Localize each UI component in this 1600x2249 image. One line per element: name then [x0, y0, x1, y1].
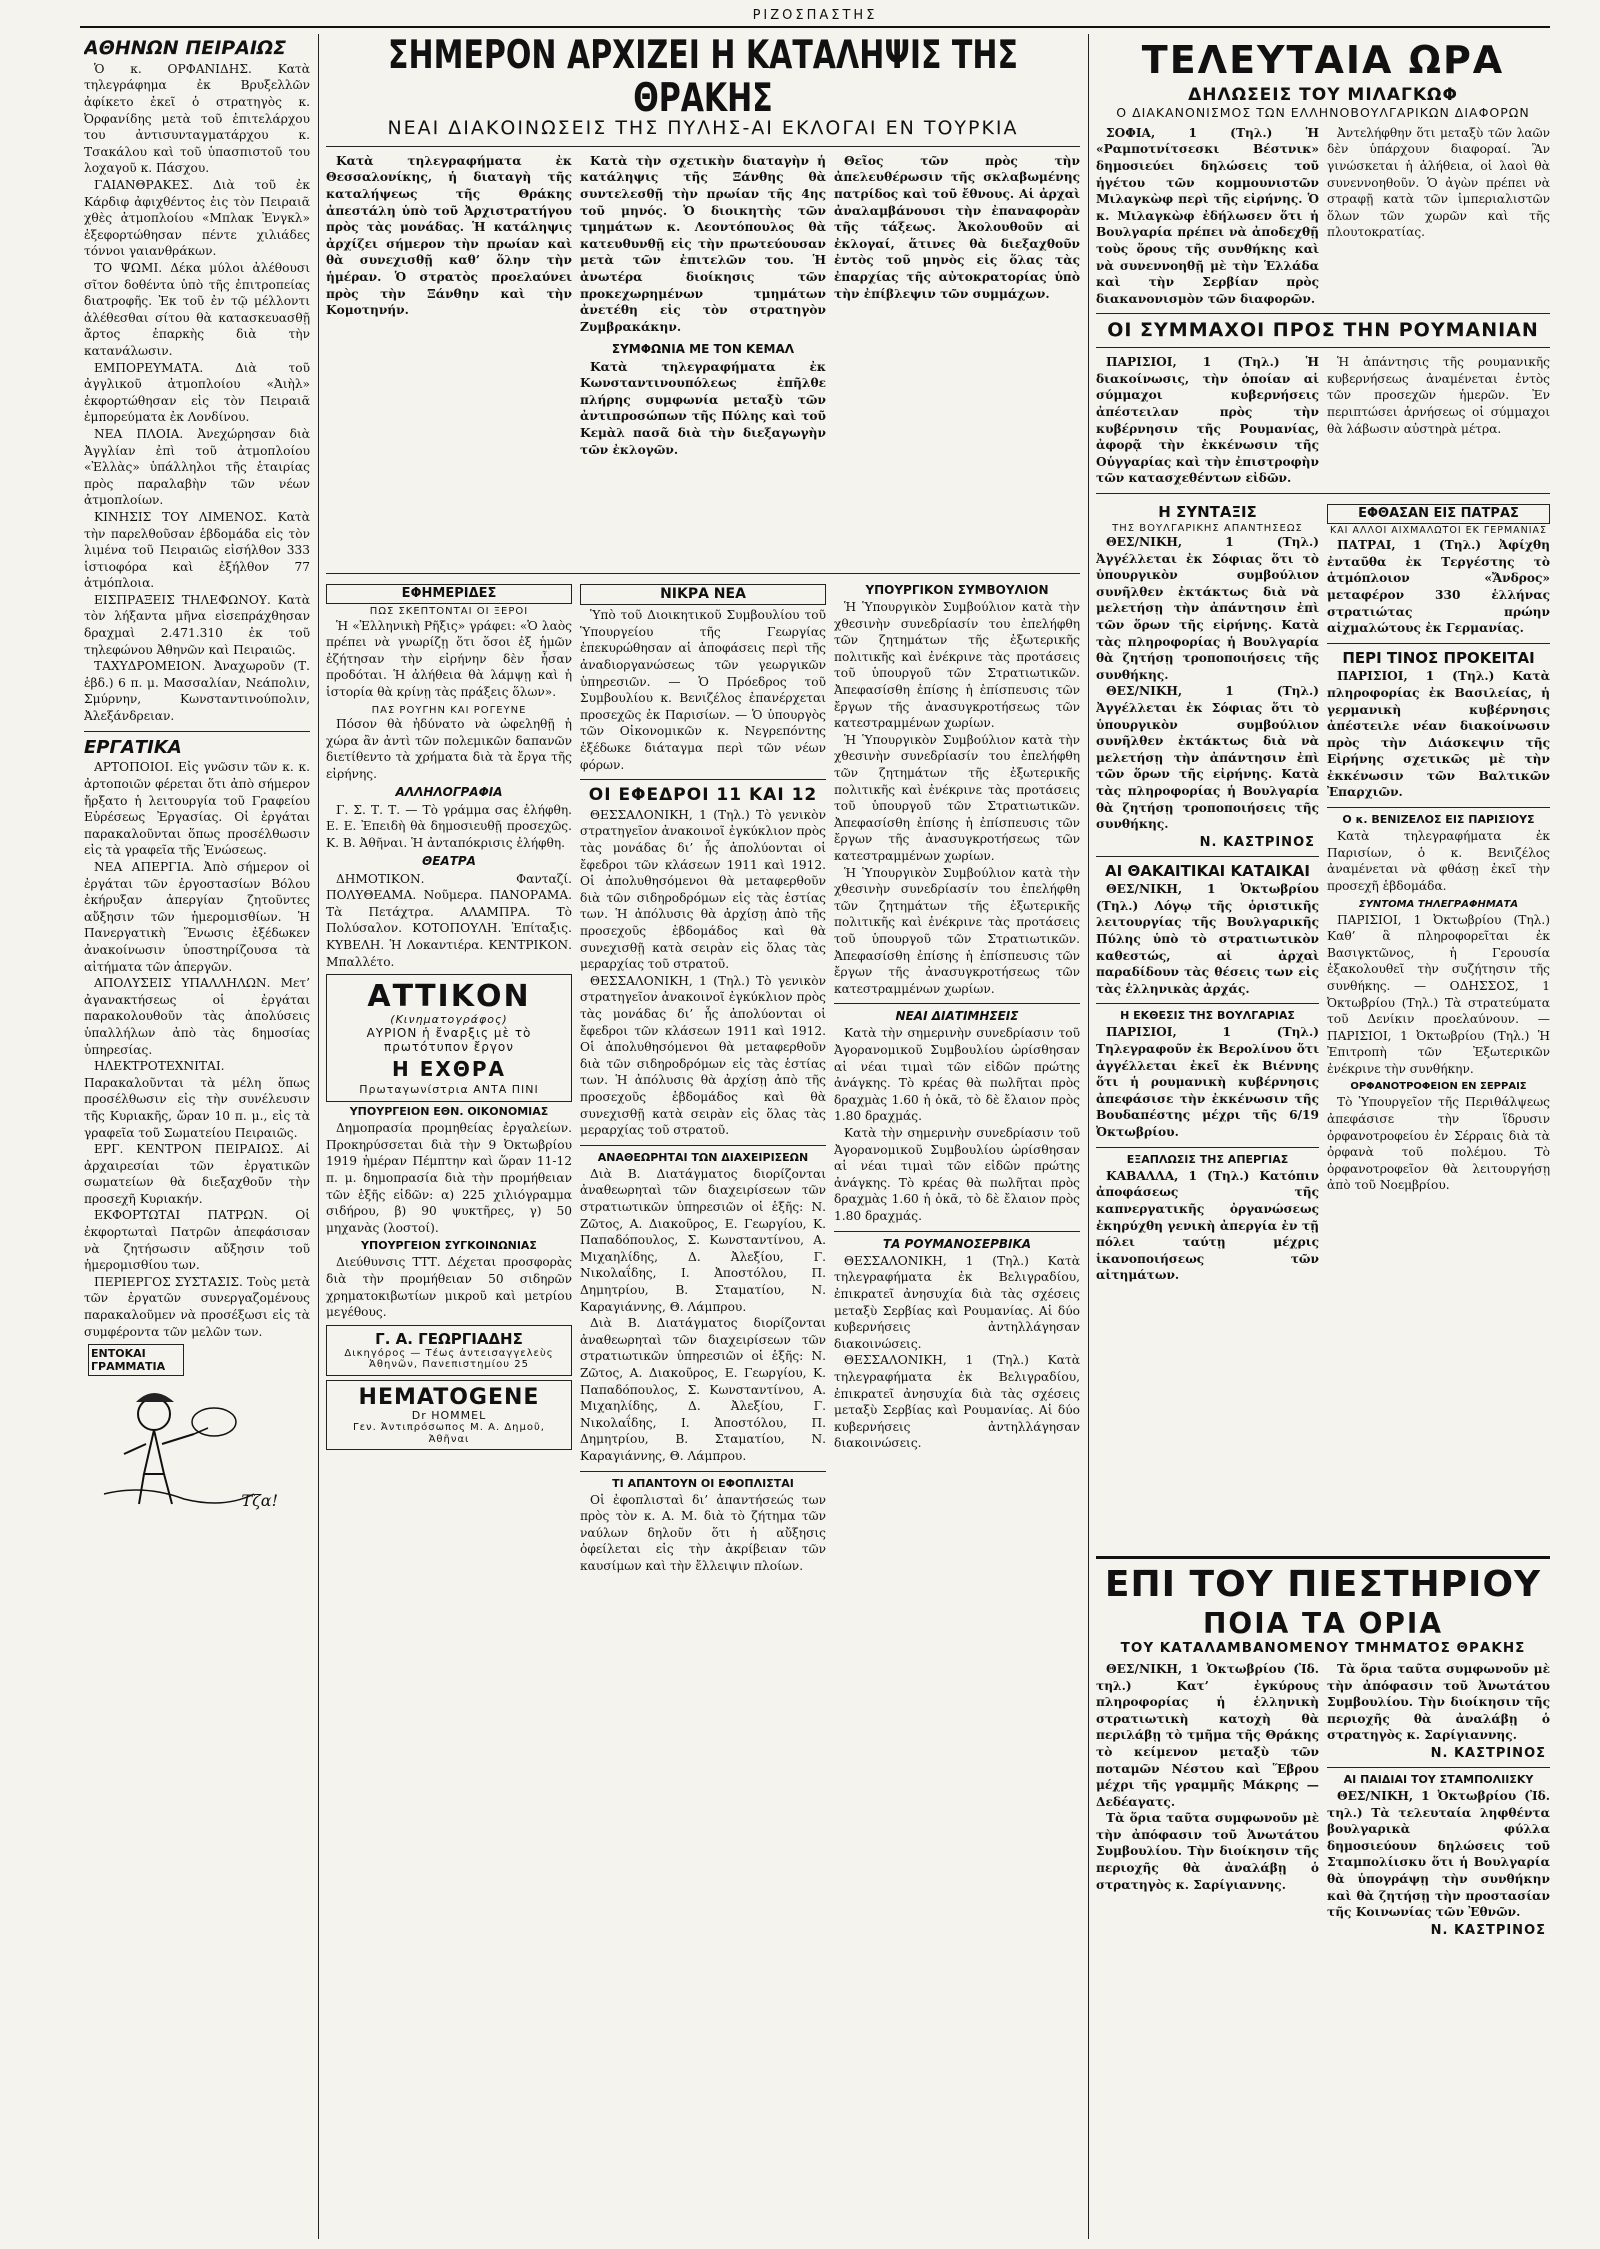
- syntaxis-heading: Η ΣΥΝΤΑΞΙΣ: [1158, 503, 1257, 522]
- cartoon-signature: Τζα!: [241, 1491, 278, 1511]
- thrakikai-heading: ΑΙ ΘΑΚΑΙΤΙΚΑΙ ΚΑΤΑΙΚΑΙ: [1105, 861, 1310, 880]
- anatheorites-heading: ΑΝΑΘΕΩΡΗΤΑΙ ΤΩΝ ΔΙΑΧΕΙΡΙΣΕΩΝ: [597, 1150, 809, 1164]
- patras-heading: ΕΦΘΑΣΑΝ ΕΙΣ ΠΑΤΡΑΣ: [1327, 504, 1550, 524]
- article-text: ΤΑΧΥΔΡΟΜΕΙΟΝ. Ἀναχωροῦν (Τ. ἑβδ.) 6 π. μ. Μασσαλίαν, Νεάπολιν, Σμύρνην, Κωνσταντινούπολιν, Ἀλεξάνδρειαν.: [84, 659, 310, 724]
- column-rule: [318, 34, 319, 2239]
- article-text: Διὰ Β. Διατάγματος διορίζονται ἀναθεωρηταὶ τῶν διαχειρίσεων τῶν στρατιωτικῶν ὑπηρεσιῶν οἱ ἑξῆς: Ν. Ζῶτος, Α. Διακοῦρος, Ε. Γεωργίου, Κ. Παπαδόπουλος, Σ. Κωνσταντίνου, Α. Μιχαηλίδης, Δ. Ἀλεξίου, Γ. Νικολαΐδης, Ι. Ἀποστόλου, Π. Δημητρίου, Β. Σταματίου, Ν. Καραγιάννης, Θ. Λάμπρου.: [580, 1316, 826, 1463]
- oria-banner: ΠΟΙΑ ΤΑ ΟΡΙΑ: [1202, 1606, 1443, 1640]
- stampoliisky-heading: ΑΙ ΠΑΙΔΙΑΙ ΤΟΥ ΣΤΑΜΠΟΛΙΙΣΚΥ: [1343, 1772, 1534, 1786]
- venizelos-heading: Ο κ. ΒΕΝΙΖΕΛΟΣ ΕΙΣ ΠΑΡΙΣΙΟΥΣ: [1342, 813, 1535, 827]
- article-text: Ἡ Ὑπουργικὸν Συμβούλιον κατὰ τὴν χθεσινὴν συνεδρίασίν του ἐπελήφθη τῶν ζητημάτων τῆς ἐξωτερικῆς πολιτικῆς καὶ ἐνέκρινε τὰς προτάσεις τοῦ ὑπουργοῦ τῶν Στρατιωτικῶν. Ἀπεφασίσθη ἐπίσης ἡ ἐπίσπευσις τῶν ἔργων τῆς ἀνασυγκροτήσεως τῶν κατεστραμμένων χωρίων.: [834, 865, 1080, 996]
- article-text: ΑΡΤΟΠΟΙΟΙ. Εἰς γνῶσιν τῶν κ. κ. ἀρτοποιῶν φέρεται ὅτι ἀπὸ σήμερον ἤρξατο ἡ λειτουργία τοῦ Γραφείου Εὑρέσεως Ἐργασίας. Οἱ ἐργάται παρακαλοῦνται ὅπως προσέλθωσιν εἰς τὰ γραφεῖα τῆς Ἐνώσεως.: [84, 760, 310, 858]
- article-text: ΕΙΣΠΡΑΞΕΙΣ ΤΗΛΕΦΩΝΟΥ. Κατὰ τὸν λήξαντα μῆνα εἰσεπράχθησαν δραχμαὶ 2.471.310 ἐκ τοῦ τηλεφώνου Ἀθηνῶν καὶ Πειραιῶς.: [84, 592, 310, 657]
- georgiadis-sub: Δικηγόρος — Τέως ἀντεισαγγελεὺς Ἀθηνῶν, Πανεπιστημίου 25: [344, 1347, 554, 1371]
- allilografia-heading: ΑΛΛΗΛΟΓΡΑΦΙΑ: [395, 785, 503, 800]
- efoplistai-heading: ΤΙ ΑΠΑΝΤΟΥΝ ΟΙ ΕΦΟΠΛΙΣΤΑΙ: [612, 1476, 794, 1490]
- signature: Ν. ΚΑΣΤΡΙΝΟΣ: [1430, 1745, 1546, 1761]
- attikon-film: Η ΕΧΘΡΑ: [392, 1057, 506, 1082]
- center-lower-columns: [326, 580, 1080, 2239]
- article-text: Ὁ κ. ΟΡΦΑΝΙΔΗΣ. Κατὰ τηλεγράφημα ἐκ Βρυξελλῶν ἀφίκετο ἐκεῖ ὁ στρατηγὸς κ. Ὀρφανίδης μετὰ τοῦ ἐπιτελάρχου του ἀντισυνταγματάρχου κ. Τσακάλου καὶ τοῦ ὑπασπιστοῦ του λοχαγοῦ κ. Πάσχου.: [84, 61, 310, 176]
- kemal-heading: ΣΥΜΦΩΝΙΑ ΜΕ ΤΟΝ ΚΕΜΑΛ: [611, 342, 795, 357]
- signature: Ν. ΚΑΣΤΡΙΝΟΣ: [1430, 1922, 1546, 1938]
- efim2-title: ΠΑΣ ΡΟΥΓΗΝ ΚΑΙ ΡΟΓΕΥΝΕ: [371, 704, 527, 716]
- hematogen-title: HEMATOGENE: [358, 1384, 540, 1410]
- article-text: ΘΕΣ/ΝΙΚΗ, 1 Ὀκτωβρίου (Ἰδ. τηλ.) Τὰ τελευταία ληφθέντα βουλγαρικὰ φύλλα δημοσιεύουν δηλώσεις τοῦ Σταμπολίισκυ ὅτι ἡ Βουλγαρία θὰ ὑπογράψῃ τὴν συνθήκην καὶ θὰ ζητήσῃ τὴν προστασίαν τῆς Κοινωνίας τῶν Ἐθνῶν.: [1327, 1789, 1550, 1920]
- hematogen-sub: Dr HOMMEL: [411, 1408, 487, 1422]
- article-text: Ἡ Ὑπουργικὸν Συμβούλιον κατὰ τὴν χθεσινὴν συνεδρίασίν του ἐπελήφθη τῶν ζητημάτων τῆς ἐξωτερικῆς πολιτικῆς καὶ ἐνέκρινε τὰς προτάσεις τοῦ ὑπουργοῦ τῶν Στρατιωτικῶν. Ἀπεφασίσθη ἐπίσης ἡ ἐπίσπευσις τῶν ἔργων τῆς ἀνασυγκροτήσεως τῶν κατεστραμμένων χωρίων.: [834, 600, 1080, 731]
- ypourgeio-syg-heading: ΥΠΟΥΡΓΕΙΟΝ ΣΥΓΚΟΙΝΩΝΙΑΣ: [361, 1239, 537, 1253]
- article-text: ΠΑΡΙΣΙΟΙ, 1 Ὀκτωβρίου (Τηλ.) Καθ’ ἃ πληροφορεῖται ἐκ Βασιγκτῶνος, ἡ Γερουσία ἐξακολουθεῖ τὴν συζήτησιν τῆς συνθήκης. — ΟΔΗΣΣΟΣ, 1 Ὀκτωβρίου (Τηλ.) Τὰ στρατεύματα τοῦ Δενίκιν προελαύνουν. — ΠΑΡΙΣΙΟΙ, 1 Ὀκτωβρίου (Τηλ.) Ἡ Ἐπιτροπὴ τῶν Ἐξωτερικῶν ἐνέκρινε τὴν συνθήκην.: [1327, 912, 1550, 1076]
- article-text: ΕΜΠΟΡΕΥΜΑΤΑ. Διὰ τοῦ ἀγγλικοῦ ἀτμοπλοίου «Ἀιὴλ» ἐκφορτώθησαν εἰς τὸν Πειραιᾶ ἐμπορεύματα ἐκ Λονδίνου.: [84, 360, 310, 425]
- section-heading-ergatika: ΕΡΓΑΤΙΚΑ: [84, 736, 182, 758]
- masthead-title: ΡΙΖΟΣΠΑΣΤΗΣ: [720, 8, 910, 23]
- oria-sub: ΤΟΥ ΚΑΤΑΛΑΜΒΑΝΟΜΕΝΟΥ ΤΜΗΜΑΤΟΣ ΘΡΑΚΗΣ: [1120, 1640, 1526, 1657]
- lead-story: [326, 153, 1080, 567]
- divider: [1327, 807, 1550, 808]
- article-text: Πόσον θὰ ἠδύνατο νὰ ὠφεληθῇ ἡ χώρα ἂν ἀντὶ τῶν πολεμικῶν δαπανῶν διετίθεντο τὰ χρήματα διὰ τὰ ἔργα τῆς εἰρήνης.: [326, 717, 572, 781]
- attikon-sub: (Κινηματογράφος): [390, 1013, 508, 1027]
- article-text: ΠΑΤΡΑΙ, 1 (Τηλ.) Ἀφίχθη ἐνταῦθα ἐκ Τεργέστης τὸ ἀτμόπλοιον «Ἄνδρος» μεταφέρον 330 ἑλλήνας στρατιώτας πρώην αἰχμαλώτους ἐκ Γερμανίας.: [1327, 538, 1550, 636]
- main-banner-headline: ΣΗΜΕΡΟΝ ΑΡΧΙΖΕΙ Η ΚΑΤΑΛΗΨΙΣ ΤΗΣ ΘΡΑΚΗΣ: [387, 34, 1018, 122]
- article-text: ΣΟΦΙΑ, 1 (Τηλ.) Ἡ «Ραμποτνίτσεσκι Βέστνικ» δημοσιεύει δηλώσεις τοῦ ἡγέτου τῶν κομμουνιστῶν Μιλαγκὼφ περὶ τῆς εἰρήνης. Ὁ κ. Μιλαγκὼφ ἐδήλωσεν ὅτι ἡ Βουλγαρία πρέπει νὰ ἀποδεχθῇ τοὺς ὅρους τῆς συνθήκης καὶ νὰ συνεννοηθῇ μὲ τὴν Ἑλλάδα καὶ τὴν Σερβίαν πρὸς διακανονισμὸν τῶν διαφορῶν.: [1096, 125, 1319, 306]
- article-text: Οἱ ἐφοπλισταὶ δι’ ἀπαντήσεώς των πρὸς τὸν κ. Α. Μ. διὰ τὸ ζήτημα τῶν ναύλων δηλοῦν ὅτι ἡ αὔξησις ὀφείλεται εἰς τὴν ἀκρίβειαν τῶν καυσίμων καὶ τὴν ἔλλειψιν πλοίων.: [580, 1492, 826, 1573]
- symvoulio-heading: ΥΠΟΥΡΓΙΚΟΝ ΣΥΜΒΟΥΛΙΟΝ: [865, 582, 1049, 597]
- article-text: ΘΕΣ/ΝΙΚΗ, 1 Ὀκτωβρίου (Ἰδ. τηλ.) Κατ’ ἐγκύρους πληροφορίας ἡ ἑλληνικὴ στρατιωτικὴ κατοχὴ θὰ περιλάβῃ τὸ τμῆμα τῆς Θράκης τὸ κείμενον μεταξὺ τῶν ποταμῶν Νέστου καὶ Ἕβρου μέχρι τῆς γραμμῆς Μάκρης — Δεδέαγατς.: [1096, 1661, 1319, 1809]
- lead-text: Κατὰ τηλεγραφήματα ἐκ Κωνσταντινουπόλεως ἐπῆλθε πλήρης συμφωνία μεταξὺ τῶν ἀντιπροσώπων τῆς Πύλης καὶ τοῦ Κεμὰλ πασᾶ διὰ τὴν διεξαγωγὴν τῶν ἐκλογῶν.: [580, 359, 826, 457]
- article-text: Τὸ Ὑπουργεῖον τῆς Περιθάλψεως ἀπεφάσισε τὴν ἵδρυσιν ὀρφανοτροφείου ἐν Σέρραις διὰ τὰ ὀρφανὰ τοῦ πολέμου. Τὸ ὀρφανοτροφεῖον θὰ λειτουργήσῃ ἀπὸ τοῦ Νοεμβρίου.: [1327, 1095, 1550, 1193]
- center-col-b: [580, 580, 826, 2239]
- attikon-text: ΑΥΡΙΟΝ ἡ ἔναρξις μὲ τὸ πρωτότυπον ἔργον: [366, 1025, 532, 1054]
- lead-text: Κατὰ τηλεγραφήματα ἐκ Θεσσαλονίκης, ἡ διαταγὴ τῆς καταλήψεως τῆς Θράκης ἀπεστάλη ὑπὸ τοῦ Ἀρχιστρατήγου πρὸς τὰς μονάδας. Ἡ κατάληψις ἀρχίζει σήμερον τὴν πρωίαν καὶ θὰ συνεχισθῇ καθ’ ὅλην τὴν ἡμέραν. Ὁ στρατὸς προελαύνει πρὸς τὴν Ξάνθην καὶ τὴν Κομοτηνήν.: [326, 153, 572, 318]
- article-text: Ἀντελήφθην ὅτι μεταξὺ τῶν λαῶν δὲν ὑπάρχουν διαφοραί. Ἂν γινώσκεται ἡ ἀλήθεια, οἱ λαοὶ θὰ συνεννοηθοῦν. Ὁ ἀγὼν πρέπει νὰ στραφῇ κατὰ τῶν ἰμπεριαλιστῶν ὅλων τῶν χωρῶν καὶ τῆς πλουτοκρατίας.: [1327, 125, 1550, 240]
- article-text: ΘΕΣ/ΝΙΚΗ, 1 Ὀκτωβρίου (Τηλ.) Λόγῳ τῆς ὁριστικῆς λειτουργίας τῆς Βουλγαρικῆς Πύλης ὑπὸ τὸ στρατιωτικὸν καθεστώς, αἱ ἀρχαὶ παραδίδουν τὰς θέσεις των εἰς τὰς ἑλληνικὰς ἀρχάς.: [1096, 882, 1319, 996]
- attikon-title: ΑΤΤΙΚΟΝ: [367, 979, 531, 1015]
- georgiadis-name: Γ. Α. ΓΕΩΡΓΙΑΔΗΣ: [375, 1329, 523, 1348]
- left-column: [84, 34, 310, 2239]
- article-text: Γ. Σ. Τ. Τ. — Τὸ γράμμα σας ἐλήφθη. Ε. Ε. Ἐπειδὴ θὰ δημοσιευθῇ προσεχῶς. Κ. Β. Ἀθῆναι. Ἡ ἀνταπόκρισις ἐλήφθη.: [326, 802, 572, 850]
- right-section: [1096, 34, 1550, 2239]
- ypourgeio-oik-heading: ΥΠΟΥΡΓΕΙΟΝ ΕΘΝ. ΟΙΚΟΝΟΜΙΑΣ: [349, 1105, 549, 1119]
- patras-sub: ΚΑΙ ΑΛΛΟΙ ΑΙΧΜΑΛΩΤΟΙ ΕΚ ΓΕΡΜΑΝΙΑΣ: [1329, 525, 1548, 537]
- divider: [1096, 1147, 1319, 1148]
- piestiriou-banner: ΕΠΙ ΤΟΥ ΠΙΕΣΤΗΡΙΟΥ: [1104, 1564, 1542, 1606]
- article-text: ΠΕΡΙΕΡΓΟΣ ΣΥΣΤΑΣΙΣ. Τοὺς μετὰ τῶν ἐργατῶν συνεργαζομένους παρακαλοῦμεν νὰ προσέξωσι εἰς τὰ συμφέροντα τῶν μελῶν των.: [84, 1274, 310, 1339]
- article-text: Κατὰ τὴν σημερινὴν συνεδρίασιν τοῦ Ἀγορανομικοῦ Συμβουλίου ὡρίσθησαν αἱ νέαι τιμαὶ τῶν εἰδῶν πρώτης ἀνάγκης. Τὸ κρέας θὰ πωλῆται πρὸς δραχμὰς 1.60 ἡ ὀκᾶ, τὸ δὲ ἔλαιον πρὸς 1.80 δραχμάς.: [834, 1126, 1080, 1223]
- symmachoi-heading: ΟΙ ΣΥΜΜΑΧΟΙ ΠΡΟΣ ΤΗΝ ΡΟΥΜΑΝΙΑΝ: [1107, 319, 1539, 342]
- right-two-columns: [1096, 500, 1550, 1550]
- article-text: ΘΕΣΣΑΛΟΝΙΚΗ, 1 (Τηλ.) Τὸ γενικὸν στρατηγεῖον ἀνακοινοῖ ἐγκύκλιον πρὸς τὰς μονάδας δι’ ἧς ἀπολύονται οἱ ἔφεδροι τῶν κλάσεων 1911 καὶ 1912. Οἱ ἀπολυθησόμενοι θὰ μεταφερθοῦν διὰ τῶν σιδηροδρόμων εἰς τὰς ἑστίας των. Ἡ ἀπόλυσις θὰ ἀρχίσῃ ἀπὸ τῆς προσεχοῦς ἑβδομάδος καὶ θὰ συνεχισθῇ κατὰ σειρὰν εἰς ὅλας τὰς μεραρχίας τοῦ στρατοῦ.: [580, 807, 826, 972]
- article-text: ΘΕΣ/ΝΙΚΗ, 1 (Τηλ.) Ἀγγέλλεται ἐκ Σόφιας ὅτι τὸ ὑπουργικὸν συμβούλιον συνῆλθεν ἐκτάκτως διὰ νὰ μελετήσῃ τὴν ἀπάντησιν ἐπὶ τῶν ὅρων τῆς εἰρήνης. Κατὰ τὰς πληροφορίας ἡ Βουλγαρία θὰ ζητήσῃ τροποποιήσεις τῆς συνθήκης.: [1096, 684, 1319, 832]
- efimerides-heading: ΕΦΗΜΕΡΙΔΕΣ: [326, 584, 572, 604]
- divider: [84, 731, 310, 732]
- divider: [1096, 1003, 1319, 1004]
- ekthesis-heading: Η ΕΚΘΕΣΙΣ ΤΗΣ ΒΟΥΛΓΑΡΙΑΣ: [1120, 1009, 1295, 1023]
- divider: [1327, 643, 1550, 644]
- article-text: Τὰ ὅρια ταῦτα συμφωνοῦν μὲ τὴν ἀπόφασιν τοῦ Ἀνωτάτου Συμβουλίου. Τὴν διοίκησιν τῆς περιοχῆς θὰ ἀναλάβῃ ὁ στρατηγὸς κ. Σαρίγιαννης.: [1096, 1811, 1319, 1892]
- apergia-heading: ΕΞΑΠΛΩΣΙΣ ΤΗΣ ΑΠΕΡΓΙΑΣ: [1126, 1152, 1289, 1166]
- article-text: ΚΙΝΗΣΙΣ ΤΟΥ ΛΙΜΕΝΟΣ. Κατὰ τὴν παρελθοῦσαν ἑβδομάδα εἰς τὸν λιμένα τοῦ Πειραιῶς εἰσήλθον 333 ἱστιοφόρα καὶ ἐξήλθον 77 ἀτμόπλοια.: [84, 509, 310, 591]
- divider: [580, 1471, 826, 1472]
- section-heading-athens: ΑΘΗΝΩΝ ΠΕΙΡΑΙΩΣ: [84, 37, 287, 59]
- lead-text: Θεῖος τῶν πρὸς τὴν ἀπελευθέρωσιν τῆς σκλαβωμένης πατρίδος καὶ τοῦ ἔθνους. Αἱ ἀρχαὶ ἀναλαμβάνουσι τὴν ἐπαναφορὰν τῆς τάξεως. Ἀκολουθοῦν αἱ ἐκλογαί, ἅτινες θὰ διεξαχθοῦν ἐντὸς τοῦ μηνὸς εἰς ὅλας τὰς ἐπαρχίας τῆς αὐτοκρατορίας ὑπὸ τὴν ἐπίβλεψιν τῶν συμμάχων.: [834, 153, 1080, 301]
- article-text: Διὰ Β. Διατάγματος διορίζονται ἀναθεωρηταὶ τῶν διαχειρίσεων τῶν στρατιωτικῶν ὑπηρεσιῶν οἱ ἑξῆς: Ν. Ζῶτος, Α. Διακοῦρος, Ε. Γεωργίου, Κ. Παπαδόπουλος, Σ. Κωνσταντίνου, Α. Μιχαηλίδης, Δ. Ἀλεξίου, Γ. Νικολαΐδης, Ι. Ἀποστόλου, Π. Δημητρίου, Β. Σταματίου, Ν. Καραγιάννης, Θ. Λάμπρου.: [580, 1166, 826, 1314]
- cartoon-illustration: [84, 1344, 284, 1514]
- prokeitai-heading: ΠΕΡΙ ΤΙΝΟΣ ΠΡΟΚΕΙΤΑΙ: [1342, 648, 1535, 667]
- divider: [1327, 1767, 1550, 1768]
- theatra-heading: ΘΕΑΤΡΑ: [422, 854, 476, 869]
- main-subheadline: ΝΕΑΙ ΔΙΑΚΟΙΝΩΣΕΙΣ ΤΗΣ ΠΥΛΗΣ-ΑΙ ΕΚΛΟΓΑΙ ΕΝ ΤΟΥΡΚΙΑ: [387, 117, 1019, 139]
- center-col-c: [834, 580, 1080, 2239]
- nikra-heading: ΝΙΚΡΑ ΝΕΑ: [580, 584, 826, 605]
- article-text: Ἡ «Ἑλληνικὴ Ρῆξις» γράφει: «Ὁ λαὸς πρέπει νὰ γνωρίζῃ ὅτι ὅσοι ἐξ ἡμῶν ἐζήτησαν τὴν εἰρήνην δὲν ἦσαν προδόται. Ἡ ἀλήθεια θὰ λάμψῃ καὶ ἡ ἱστορία θὰ κρίνῃ τὰς πράξεις ὅλων».: [326, 618, 572, 700]
- milagkof-story: [1096, 125, 1550, 308]
- article-text: ΤΟ ΨΩΜΙ. Δέκα μύλοι ἀλέθουσι σῖτον δοθέντα ὑπὸ τῆς ἐπιτροπείας διατροφῆς. Ἐκ τοῦ ἐν τῷ μέλλοντι ἀλέθεσθαι σίτου θὰ κατασκευασθῇ ἄρτος ἐπαρκὴς διὰ τὴν κατανάλωσιν.: [84, 261, 310, 358]
- article-text: ΘΕΣ/ΝΙΚΗ, 1 (Τηλ.) Ἀγγέλλεται ἐκ Σόφιας ὅτι τὸ ὑπουργικὸν συμβούλιον συνῆλθεν ἐκτάκτως διὰ νὰ μελετήσῃ τὴν ἀπάντησιν ἐπὶ τῶν ὅρων τῆς εἰρήνης. Κατὰ τὰς πληροφορίας ἡ Βουλγαρία θὰ ζητήσῃ τροποποιήσεις τῆς συνθήκης.: [1096, 535, 1319, 682]
- hematogen-agent: Γεν. Ἀντιπρόσωπος Μ. Α. Δημοῦ, Ἀθῆναι: [353, 1422, 545, 1445]
- article-text: ΘΕΣΣΑΛΟΝΙΚΗ, 1 (Τηλ.) Κατὰ τηλεγραφήματα ἐκ Βελιγραδίου, ἐπικρατεῖ ἀνησυχία διὰ τὰς σχέσεις μεταξὺ Σερβίας καὶ Ρουμανίας. Αἱ δύο κυβερνήσεις ἀντηλλάγησαν διακοινώσεις.: [834, 1253, 1080, 1351]
- divider: [580, 779, 826, 780]
- efim1-title: ΠΩΣ ΣΚΕΠΤΟΝΤΑΙ ΟΙ ΞΕΡΟΙ: [369, 606, 529, 618]
- milagkof-sub: Ο ΔΙΑΚΑΝΟΝΙΣΜΟΣ ΤΩΝ ΕΛΛΗΝΟΒΟΥΛΓΑΡΙΚΩΝ ΔΙΑΦΟΡΩΝ: [1116, 105, 1530, 121]
- roumanoservika-heading: ΤΑ ΡΟΥΜΑΝΟΣΕΡΒΙΚΑ: [882, 1236, 1032, 1251]
- center-section: [326, 34, 1080, 2239]
- divider: [326, 146, 1080, 147]
- article-text: Διεύθυνσις ΤΤΤ. Δέχεται προσφορὰς διὰ τὴν προμήθειαν 50 σιδηρῶν χρηματοκιβωτίων μικροῦ καὶ μετρίου μεγέθους.: [326, 1255, 572, 1320]
- article-text: ΓΑΙΑΝΘΡΑΚΕΣ. Διὰ τοῦ ἐκ Κάρδιφ ἀφιχθέντος ἐις τὸν Πειραιᾶ χθὲς ἀτμοπλοίου «Μπλακ Ἐνγκλ» ἐξεφορτώθησαν πέντε χιλιάδες τόννοι γαιανθράκων.: [84, 178, 310, 259]
- attikon-star: Πρωταγωνίστρια ΑΝΤΑ ΠΙΝΙ: [359, 1083, 539, 1097]
- efedroi-heading: ΟΙ ΕΦΕΔΡΟΙ 11 ΚΑΙ 12: [588, 785, 818, 806]
- divider: [326, 573, 1080, 574]
- column-rule: [1088, 34, 1089, 2239]
- article-text: ΝΕΑ ΑΠΕΡΓΙΑ. Ἀπὸ σήμερον οἱ ἐργάται τῶν ἐργοστασίων Βόλου ἐκήρυξαν ἀπεργίαν ζητοῦντες αὔξησιν τῶν ἡμερομισθίων. Ἡ Πανεργατικὴ Ἕνωσις ἐξέδωκεν ἀνακοίνωσιν ὑποστηρίζουσα τὰ αἰτήματα τῶν ἀπεργῶν.: [84, 860, 310, 974]
- article-text: ΠΑΡΙΣΙΟΙ, 1 (Τηλ.) Τηλεγραφοῦν ἐκ Βερολίνου ὅτι ἀγγέλλεται ἐκεῖ ἐκ Βιέννης ὅτι ἡ ρουμανικὴ κυβέρνησις ἀπεφάσισε τὴν ἐκκένωσιν τῆς Βουδαπέστης μέχρι τῆς 6/19 Ὀκτωβρίου.: [1096, 1025, 1319, 1140]
- article-text: Ἡ Ὑπουργικὸν Συμβούλιον κατὰ τὴν χθεσινὴν συνεδρίασίν του ἐπελήφθη τῶν ζητημάτων τῆς ἐξωτερικῆς πολιτικῆς καὶ ἐνέκρινε τὰς προτάσεις τοῦ ὑπουργοῦ τῶν Στρατιωτικῶν. Ἀπεφασίσθη ἐπίσης ἡ ἐπίσπευσις τῶν ἔργων τῆς ἀνασυγκροτήσεως τῶν κατεστραμμένων χωρίων.: [834, 732, 1080, 863]
- article-text: ΠΑΡΙΣΙΟΙ, 1 (Τηλ.) Ἡ διακοίνωσις, τὴν ὁποίαν αἱ σύμμαχοι κυβερνήσεις ἀπέστειλαν πρὸς τὴν κυβέρνησιν τῆς Ρουμανίας, ἀφορᾷ τὴν ἐκκένωσιν τῆς Οὑγγαρίας καὶ τὴν ἐπιστροφὴν τῶν κατασχεθέντων εἰδῶν.: [1096, 355, 1319, 486]
- article-text: ΘΕΣΣΑΛΟΝΙΚΗ, 1 (Τηλ.) Κατὰ τηλεγραφήματα ἐκ Βελιγραδίου, ἐπικρατεῖ ἀνησυχία διὰ τὰς σχέσεις μεταξὺ Σερβίας καὶ Ρουμανίας. Αἱ δύο κυβερνήσεις ἀντηλλάγησαν διακοινώσεις.: [834, 1353, 1080, 1451]
- article-text: ΕΚΦΟΡΤΩΤΑΙ ΠΑΤΡΩΝ. Οἱ ἐκφορτωταὶ Πατρῶν ἀπεφάσισαν νὰ ζητήσωσιν αὔξησιν τοῦ ἡμερομισθίου των.: [84, 1208, 310, 1273]
- syntoma-heading: ΣΥΝΤΟΜΑ ΤΗΛΕΓΡΑΦΗΜΑΤΑ: [1358, 898, 1519, 910]
- georgiadis-ad: [326, 1325, 572, 1376]
- article-text: ΕΡΓ. ΚΕΝΤΡΟΝ ΠΕΙΡΑΙΩΣ. Αἱ ἀρχαιρεσίαι τῶν ἐργατικῶν σωματείων θὰ διεξαχθοῦν τὴν προσεχῆ Κυριακήν.: [84, 1142, 310, 1206]
- article-text: ΔΗΜΟΤΙΚΟΝ. Φανταζί. ΠΟΛΥΘΕΑΜΑ. Νοῦμερα. ΠΑΝΟΡΑΜΑ. Τὰ Πετάχτρα. ΑΛΑΜΠΡΑ. Τὸ Πολύσαλον. ΚΟΤΟΠΟΥΛΗ. Ἐπίταξις. ΚΥΒΕΛΗ. Ἡ Λοκαντιέρα. ΚΕΝΤΡΙΚΟΝ. Μπαλλέτο.: [326, 871, 572, 969]
- orfanotrofeio-heading: ΟΡΦΑΝΟΤΡΟΦΕΙΟΝ ΕΝ ΣΕΡΡΑΙΣ: [1350, 1081, 1527, 1093]
- divider: [580, 1145, 826, 1146]
- syntaxis-sub: ΤΗΣ ΒΟΥΛΓΑΡΙΚΗΣ ΑΠΑΝΤΗΣΕΩΣ: [1112, 522, 1303, 534]
- divider: [1096, 1556, 1550, 1559]
- teleftaia-ora-banner: ΤΕΛΕΥΤΑΙΑ ΩΡΑ: [1141, 38, 1505, 82]
- divider: [1096, 313, 1550, 314]
- article-text: ΗΛΕΚΤΡΟΤΕΧΝΙΤΑΙ. Παρακαλοῦνται τὰ μέλη ὅπως προσέλθωσιν εἰς τὴν συνέλευσιν τῆς Κυριακῆς, ὥραν 10 π. μ., εἰς τὰ γραφεῖα τοῦ Σωματείου Πειραιῶς.: [84, 1059, 310, 1140]
- milagkof-heading: ΔΗΛΩΣΕΙΣ ΤΟΥ ΜΙΛΑΓΚΩΦ: [1188, 84, 1458, 105]
- divider: [834, 1231, 1080, 1232]
- divider: [1096, 856, 1319, 857]
- center-col-a: [326, 580, 572, 2239]
- divider: [1096, 347, 1550, 348]
- attikon-ad: [326, 974, 572, 1102]
- oria-story: [1096, 1661, 1550, 1940]
- hematogen-ad: [326, 1380, 572, 1451]
- article-text: Ἡ ἀπάντησις τῆς ρουμανικῆς κυβερνήσεως ἀναμένεται ἐντὸς τῶν προσεχῶν ἡμερῶν. Ἐν περιπτώσει ἀρνήσεως οἱ σύμμαχοι θὰ λάβωσιν αὐστηρὰ μέτρα.: [1327, 355, 1550, 436]
- symmachoi-story: [1096, 354, 1550, 487]
- divider: [1096, 493, 1550, 494]
- article-text: ΚΑΒΑΛΛΑ, 1 (Τηλ.) Κατόπιν ἀποφάσεως τῆς καπνεργατικῆς ὀργανώσεως ἐκηρύχθη γενικὴ ἀπεργία ἐν τῇ πόλει ταύτῃ μέχρις ἱκανοποιήσεως τῶν αἰτημάτων.: [1096, 1168, 1319, 1283]
- right-col-a: [1096, 500, 1319, 1550]
- article-text: ΘΕΣΣΑΛΟΝΙΚΗ, 1 (Τηλ.) Τὸ γενικὸν στρατηγεῖον ἀνακοινοῖ ἐγκύκλιον πρὸς τὰς μονάδας δι’ ἧς ἀπολύονται οἱ ἔφεδροι τῶν κλάσεων 1911 καὶ 1912. Οἱ ἀπολυθησόμενοι θὰ μεταφερθοῦν διὰ τῶν σιδηροδρόμων εἰς τὰς ἑστίας των. Ἡ ἀπόλυσις θὰ ἀρχίσῃ ἀπὸ τῆς προσεχοῦς ἑβδομάδος καὶ θὰ συνεχισθῇ κατὰ σειρὰν εἰς ὅλας τὰς μεραρχίας τοῦ στρατοῦ.: [580, 973, 826, 1138]
- article-text: ΠΑΡΙΣΙΟΙ, 1 (Τηλ.) Κατὰ πληροφορίας ἐκ Βασιλείας, ἡ γερμανικὴ κυβέρνησις ἀπέστειλε νέαν διακοίνωσιν πρὸς τὴν Διάσκεψιν τῆς Εἰρήνης σχετικῶς μὲ τὴν ἐκκένωσιν τῶν Βαλτικῶν Ἐπαρχιῶν.: [1327, 669, 1550, 800]
- lead-text: Κατὰ τὴν σχετικὴν διαταγὴν ἡ κατάληψις τῆς Ξάνθης θὰ συντελεσθῇ τὴν πρωίαν τῆς 4ης τοῦ μηνός. Ὁ διοικητὴς τῶν τμημάτων κ. Λεοντόπουλος θὰ κατευθυνθῇ εἰς τὴν πρωτεύουσαν μετὰ τῶν ἐπιτελῶν του. Ἡ ἀνωτέρα διοίκησις τῶν προκεχωρημένων τμημάτων ἀνετέθη εἰς τὸν στρατηγὸν Ζυμβρακάκην.: [580, 153, 826, 334]
- article-text: Τὰ ὅρια ταῦτα συμφωνοῦν μὲ τὴν ἀπόφασιν τοῦ Ἀνωτάτου Συμβουλίου. Τὴν διοίκησιν τῆς περιοχῆς θὰ ἀναλάβῃ ὁ στρατηγὸς κ. Σαρίγιαννης.: [1327, 1661, 1550, 1743]
- right-col-b: [1327, 500, 1550, 1550]
- diatimiseis-heading: ΝΕΑΙ ΔΙΑΤΙΜΗΣΕΙΣ: [895, 1009, 1019, 1024]
- article-text: ΑΠΟΛΥΣΕΙΣ ΥΠΑΛΛΗΛΩΝ. Μετ’ ἀγανακτήσεως οἱ ἐργάται παρακολουθοῦν τὰς ἀπολύσεις ὑπαλλήλων ἀπὸ τὰς δημοσίας ὑπηρεσίας.: [84, 976, 310, 1057]
- article-text: Κατὰ τηλεγραφήματα ἐκ Παρισίων, ὁ κ. Βενιζέλος ἀναμένεται νὰ φθάσῃ ἐκεῖ τὴν προσεχῆ ἑβδομάδα.: [1327, 829, 1550, 893]
- masthead: [80, 8, 1550, 28]
- signature: Ν. ΚΑΣΤΡΙΝΟΣ: [1199, 834, 1315, 850]
- divider: [834, 1003, 1080, 1004]
- article-text: ΝΕΑ ΠΛΟΙΑ. Ἀνεχώρησαν διὰ Ἀγγλίαν ἐπὶ τοῦ ἀτμοπλοίου «Ἐλλὰς» ὑπάλληλοι τῆς ἑταιρίας πρὸς παραλαβὴν τῶν νέων ἀτμοπλοίων.: [84, 426, 310, 508]
- cartoon-label: ΕΝΤΟΚΑΙ ΓΡΑΜΜΑΤΙΑ: [88, 1344, 184, 1376]
- article-text: Κατὰ τὴν σημερινὴν συνεδρίασιν τοῦ Ἀγορανομικοῦ Συμβουλίου ὡρίσθησαν αἱ νέαι τιμαὶ τῶν εἰδῶν πρώτης ἀνάγκης. Τὸ κρέας θὰ πωλῆται πρὸς δραχμὰς 1.60 ἡ ὀκᾶ, τὸ δὲ ἔλαιον πρὸς 1.80 δραχμάς.: [834, 1026, 1080, 1124]
- article-text: Δημοπρασία προμηθείας ἐργαλείων. Προκηρύσσεται διὰ τὴν 9 Ὀκτωβρίου 1919 ἡμέραν Πέμπτην καὶ ὥραν 11-12 π. μ. δημοπρασία διὰ τὴν προμήθειαν τῶν ἑξῆς εἰδῶν: α) 225 χιλιόγραμμα σιδήρου, β) 90 ψυκτῆρες, γ) 50 μηχανὰς (λοστοί).: [326, 1121, 572, 1235]
- article-text: Ὑπὸ τοῦ Διοικητικοῦ Συμβουλίου τοῦ Ὑπουργείου τῆς Γεωργίας ἐπεκυρώθησαν αἱ ἀποφάσεις περὶ τῆς ἀναδιοργανώσεως τῶν γεωργικῶν ὑπηρεσιῶν. — Ὁ Πρόεδρος τοῦ Συμβουλίου κ. Βενιζέλος ἐπανέρχεται προσεχῶς ἐκ Παρισίων. — Ὁ ὑπουργὸς τῶν Οἰκονομικῶν κ. Νεγρεπόντης ἐξέδωκε διάταγμα περὶ τῶν νέων φόρων.: [580, 608, 826, 772]
